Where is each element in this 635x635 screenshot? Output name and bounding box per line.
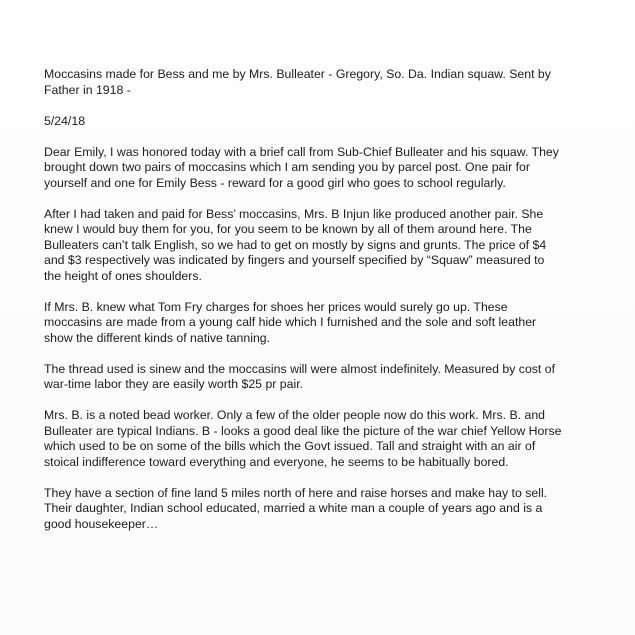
letter-date: 5/24/18 bbox=[44, 113, 86, 128]
body-paragraph-5: Mrs. B. is a noted bead worker. Only a few of the older people now do this work. Mrs. B. and Bulleater are typical Indians. B - looks a good deal like the picture of the war chief Yellow Horse which used to be on some of the bills which the Govt issued. Tall and straight with an air of stoical indifference toward everything and everyone, he seems to be habitually bored. bbox=[44, 408, 562, 469]
caption-paragraph: Moccasins made for Bess and me by Mrs. Bulleater - Gregory, So. Da. Indian squaw. Sent by Father in 1918 - bbox=[44, 67, 551, 97]
letter-transcription bbox=[44, 67, 630, 548]
body-paragraph-1: Dear Emily, I was honored today with a brief call from Sub-Chief Bulleater and his squaw. They brought down two pairs of moccasins which I am sending you by parcel post. One pair for yourself and one for Emily Bess - reward for a good girl who goes to school regularly. bbox=[44, 144, 559, 190]
body-paragraph-3: If Mrs. B. knew what Tom Fry charges for shoes her prices would surely go up. These moccasins are made from a young calf hide which I furnished and the sole and soft leather show the different kinds of native tanning. bbox=[44, 299, 537, 345]
body-paragraph-2: After I had taken and paid for Bess’ moccasins, Mrs. B Injun like produced another pair. She knew I would buy them for you, for you seem to be known by all of them around here. The Bulleaters can’t talk English, so we had to get on mostly by signs and grunts. The price of $4 and $3 respectively was indicated by fingers and yourself specified by “Squaw” measured to the height of ones shoulders. bbox=[44, 206, 547, 283]
body-paragraph-6: They have a section of fine land 5 miles north of here and raise horses and make hay to sell. Their daughter, Indian school educated, married a white man a couple of years ago and is a good housekeeper… bbox=[44, 485, 548, 531]
body-paragraph-4: The thread used is sinew and the moccasins will were almost indefinitely. Measured by cost of war-time labor they are easily worth $25 pr pair. bbox=[44, 361, 556, 391]
